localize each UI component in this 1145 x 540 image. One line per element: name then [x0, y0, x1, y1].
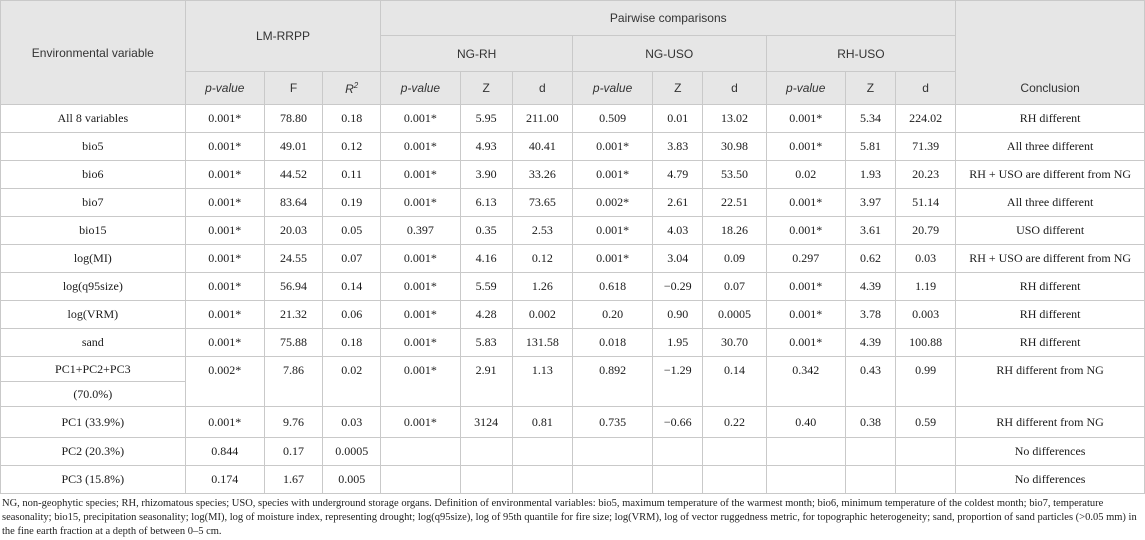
- p-value-cell: 0.001*: [381, 105, 460, 133]
- table-cell: [460, 466, 512, 494]
- header-d: d: [703, 72, 766, 105]
- table-cell: 2.53: [512, 217, 572, 245]
- conclusion-cell: RH different: [956, 301, 1145, 329]
- header-conclusion: Conclusion: [956, 72, 1145, 105]
- table-cell: 7.86: [264, 357, 322, 407]
- table-cell: 1.13: [512, 357, 572, 407]
- header-lm-rrpp: LM-RRPP: [185, 1, 381, 72]
- significance-star: *: [235, 167, 242, 181]
- table-footnote: NG, non-geophytic species; RH, rhizomatous species; USO, species with underground storage organs. Definition of environmental variables: bio5, maximum temperature of the warmest month; bio6, minimum temperature of the coldest month; bio7, temperature seasonality; bio15, precipitation seasonality; log(MI), log of moisture index, representing drought; log(q95size), log of 95th quantile for fire size; log(VRM), log of vector ruggedness metric, for topographic heterogeneity; sand, proportion of sand particles (>0.05 mm) in the fine earth fraction at a depth of between 0–5 cm.: [2, 498, 1137, 537]
- table-cell: [703, 466, 766, 494]
- p-value-cell: 0.001*: [185, 245, 264, 273]
- header-z: Z: [460, 72, 512, 105]
- p-value-cell: 0.001*: [766, 133, 845, 161]
- table-cell: [572, 466, 652, 494]
- variable-cell: bio15: [1, 217, 186, 245]
- table-cell: 4.79: [653, 161, 703, 189]
- table-row: [1, 133, 1145, 161]
- p-value-cell: 0.001*: [185, 407, 264, 438]
- table-cell: 4.39: [845, 329, 895, 357]
- significance-star: *: [235, 139, 242, 153]
- p-value-cell: 0.018: [572, 329, 652, 357]
- table-cell: 40.41: [512, 133, 572, 161]
- table-cell: 20.79: [896, 217, 956, 245]
- table-cell: 0.005: [323, 466, 381, 494]
- table-cell: −0.29: [653, 273, 703, 301]
- header-ng-uso: NG-USO: [572, 36, 766, 72]
- table-cell: 3.97: [845, 189, 895, 217]
- table-cell: 0.59: [896, 407, 956, 438]
- table-cell: 3.78: [845, 301, 895, 329]
- significance-star: *: [816, 111, 823, 125]
- header-d: d: [896, 72, 956, 105]
- table-cell: 0.17: [264, 438, 322, 466]
- table-cell: 0.11: [323, 161, 381, 189]
- p-value-cell: 0.001*: [185, 273, 264, 301]
- table-cell: [512, 438, 572, 466]
- table-row: [1, 357, 1145, 382]
- table-cell: 0.35: [460, 217, 512, 245]
- table-row: [1, 466, 1145, 494]
- p-value-cell: 0.20: [572, 301, 652, 329]
- significance-star: *: [816, 307, 823, 321]
- table-cell: [845, 466, 895, 494]
- table-row: [1, 301, 1145, 329]
- p-value-cell: 0.001*: [766, 105, 845, 133]
- significance-star: *: [430, 279, 437, 293]
- header-p-value: p-value: [381, 72, 460, 105]
- conclusion-cell: RH different: [956, 273, 1145, 301]
- conclusion-cell: All three different: [956, 133, 1145, 161]
- variable-cell: (70.0%): [1, 382, 186, 407]
- table-row: [1, 329, 1145, 357]
- significance-star: *: [235, 414, 242, 429]
- table-cell: −0.66: [653, 407, 703, 438]
- table-cell: 4.03: [653, 217, 703, 245]
- p-value-cell: 0.001*: [572, 133, 652, 161]
- table-cell: 5.59: [460, 273, 512, 301]
- variable-cell: bio5: [1, 133, 186, 161]
- table-row: [1, 245, 1145, 273]
- p-value-cell: 0.844: [185, 438, 264, 466]
- table-cell: 44.52: [264, 161, 322, 189]
- p-value-cell: 0.001*: [766, 189, 845, 217]
- table-cell: [766, 466, 845, 494]
- significance-star: *: [430, 363, 437, 377]
- table-cell: 9.76: [264, 407, 322, 438]
- table-cell: 211.00: [512, 105, 572, 133]
- table-cell: 2.61: [653, 189, 703, 217]
- table-cell: 0.99: [896, 357, 956, 407]
- table-cell: 0.0005: [703, 301, 766, 329]
- p-value-cell: 0.001*: [185, 329, 264, 357]
- p-value-cell: 0.001*: [766, 329, 845, 357]
- table-cell: [572, 438, 652, 466]
- header-r2: $R^2$: [323, 72, 381, 105]
- significance-star: *: [235, 111, 242, 125]
- table-cell: 30.98: [703, 133, 766, 161]
- significance-star: *: [816, 223, 823, 237]
- table-cell: 4.93: [460, 133, 512, 161]
- variable-cell: log(MI): [1, 245, 186, 273]
- header-env-variable: Environmental variable: [1, 1, 186, 105]
- table-cell: 0.14: [703, 357, 766, 407]
- table-cell: 1.67: [264, 466, 322, 494]
- table-cell: 4.39: [845, 273, 895, 301]
- significance-star: *: [430, 139, 437, 153]
- header-rh-uso: RH-USO: [766, 36, 956, 72]
- table-cell: 0.18: [323, 329, 381, 357]
- p-value-cell: 0.174: [185, 466, 264, 494]
- table-cell: 3.83: [653, 133, 703, 161]
- p-value-cell: 0.001*: [381, 301, 460, 329]
- significance-star: *: [235, 363, 242, 377]
- table-cell: 21.32: [264, 301, 322, 329]
- p-value-cell: 0.001*: [185, 161, 264, 189]
- header-z: Z: [653, 72, 703, 105]
- table-cell: [512, 466, 572, 494]
- table-cell: 0.003: [896, 301, 956, 329]
- table-cell: 0.0005: [323, 438, 381, 466]
- p-value-cell: 0.001*: [766, 301, 845, 329]
- table-cell: 0.12: [323, 133, 381, 161]
- header-z: Z: [845, 72, 895, 105]
- table-cell: [845, 438, 895, 466]
- p-value-cell: 0.001*: [185, 133, 264, 161]
- table-cell: 2.91: [460, 357, 512, 407]
- table-cell: 33.26: [512, 161, 572, 189]
- table-cell: 56.94: [264, 273, 322, 301]
- table-cell: 0.07: [323, 245, 381, 273]
- table-cell: 20.23: [896, 161, 956, 189]
- table-cell: 0.43: [845, 357, 895, 407]
- table-cell: 0.03: [323, 407, 381, 438]
- table-cell: 71.39: [896, 133, 956, 161]
- p-value-cell: 0.001*: [381, 245, 460, 273]
- table-cell: 4.16: [460, 245, 512, 273]
- table-cell: 51.14: [896, 189, 956, 217]
- significance-star: *: [235, 335, 242, 349]
- table-cell: 0.12: [512, 245, 572, 273]
- p-value-cell: 0.001*: [572, 217, 652, 245]
- table-cell: [653, 466, 703, 494]
- variable-cell: PC1 (33.9%): [1, 407, 186, 438]
- variable-cell: All 8 variables: [1, 105, 186, 133]
- p-value-cell: 0.001*: [381, 133, 460, 161]
- conclusion-cell: RH + USO are different from NG: [956, 161, 1145, 189]
- variable-cell: log(VRM): [1, 301, 186, 329]
- significance-star: *: [430, 307, 437, 321]
- table-cell: 0.90: [653, 301, 703, 329]
- significance-star: *: [430, 111, 437, 125]
- table-cell: −1.29: [653, 357, 703, 407]
- p-value-cell: 0.735: [572, 407, 652, 438]
- table-cell: [460, 438, 512, 466]
- table-cell: 0.62: [845, 245, 895, 273]
- table-cell: 5.95: [460, 105, 512, 133]
- variable-cell: bio6: [1, 161, 186, 189]
- p-value-cell: 0.001*: [381, 161, 460, 189]
- table-cell: 3.90: [460, 161, 512, 189]
- table-cell: 5.83: [460, 329, 512, 357]
- significance-star: *: [623, 223, 630, 237]
- table-cell: 0.81: [512, 407, 572, 438]
- table-cell: 4.28: [460, 301, 512, 329]
- header-p-value: p-value: [572, 72, 652, 105]
- p-value-cell: 0.001*: [381, 273, 460, 301]
- conclusion-cell: RH different: [956, 105, 1145, 133]
- significance-star: *: [816, 139, 823, 153]
- p-value-cell: 0.342: [766, 357, 845, 407]
- variable-cell: log(q95size): [1, 273, 186, 301]
- table-cell: 0.19: [323, 189, 381, 217]
- table-cell: 0.09: [703, 245, 766, 273]
- significance-star: *: [816, 195, 823, 209]
- table-cell: 53.50: [703, 161, 766, 189]
- table-row: [1, 161, 1145, 189]
- p-value-cell: 0.618: [572, 273, 652, 301]
- table-cell: 131.58: [512, 329, 572, 357]
- p-value-cell: 0.001*: [381, 329, 460, 357]
- table-cell: 0.14: [323, 273, 381, 301]
- significance-star: *: [816, 335, 823, 349]
- p-value-cell: 0.509: [572, 105, 652, 133]
- significance-star: *: [235, 251, 242, 265]
- table-cell: 0.07: [703, 273, 766, 301]
- p-value-cell: 0.297: [766, 245, 845, 273]
- header-blank: [956, 1, 1145, 72]
- table-row: [1, 105, 1145, 133]
- significance-star: *: [623, 167, 630, 181]
- p-value-cell: 0.001*: [381, 407, 460, 438]
- p-value-cell: 0.001*: [766, 217, 845, 245]
- p-value-cell: 0.40: [766, 407, 845, 438]
- significance-star: *: [235, 223, 242, 237]
- table-row: [1, 438, 1145, 466]
- table-cell: 0.02: [323, 357, 381, 407]
- p-value-cell: 0.001*: [381, 357, 460, 407]
- significance-star: *: [623, 195, 630, 209]
- table-cell: 0.03: [896, 245, 956, 273]
- conclusion-cell: RH different from NG: [956, 407, 1145, 438]
- table-cell: 0.38: [845, 407, 895, 438]
- significance-star: *: [623, 251, 630, 265]
- p-value-cell: 0.001*: [185, 105, 264, 133]
- p-value-cell: 0.001*: [381, 189, 460, 217]
- table-cell: 3.04: [653, 245, 703, 273]
- table-cell: 224.02: [896, 105, 956, 133]
- table-cell: 49.01: [264, 133, 322, 161]
- variable-cell: bio7: [1, 189, 186, 217]
- table-cell: [766, 438, 845, 466]
- table-cell: 0.01: [653, 105, 703, 133]
- significance-star: *: [816, 279, 823, 293]
- table-cell: 0.18: [323, 105, 381, 133]
- conclusion-cell: RH different: [956, 329, 1145, 357]
- table-cell: 0.22: [703, 407, 766, 438]
- p-value-cell: 0.001*: [185, 301, 264, 329]
- table-cell: [896, 438, 956, 466]
- significance-star: *: [430, 251, 437, 265]
- header-p-value: p-value: [766, 72, 845, 105]
- table-row: [1, 217, 1145, 245]
- header-p-value: p-value: [185, 72, 264, 105]
- table-cell: [703, 438, 766, 466]
- p-value-cell: 0.001*: [185, 217, 264, 245]
- variable-cell: sand: [1, 329, 186, 357]
- significance-star: *: [235, 307, 242, 321]
- significance-star: *: [430, 335, 437, 349]
- conclusion-cell: USO different: [956, 217, 1145, 245]
- table-cell: 100.88: [896, 329, 956, 357]
- p-value-cell: 0.001*: [572, 245, 652, 273]
- table-row: [1, 273, 1145, 301]
- table-cell: 0.06: [323, 301, 381, 329]
- p-value-cell: 0.001*: [572, 161, 652, 189]
- p-value-cell: 0.001*: [185, 189, 264, 217]
- table-cell: [381, 438, 460, 466]
- table-cell: [653, 438, 703, 466]
- p-value-cell: 0.002*: [572, 189, 652, 217]
- conclusion-cell: All three different: [956, 189, 1145, 217]
- table-cell: 20.03: [264, 217, 322, 245]
- variable-cell: PC2 (20.3%): [1, 438, 186, 466]
- table-cell: 22.51: [703, 189, 766, 217]
- table-cell: 5.81: [845, 133, 895, 161]
- table-cell: 5.34: [845, 105, 895, 133]
- p-value-cell: 0.892: [572, 357, 652, 407]
- table-cell: 3.61: [845, 217, 895, 245]
- table-cell: 1.93: [845, 161, 895, 189]
- table-cell: 6.13: [460, 189, 512, 217]
- variable-cell: PC3 (15.8%): [1, 466, 186, 494]
- conclusion-cell: No differences: [956, 466, 1145, 494]
- table-cell: [381, 466, 460, 494]
- p-value-cell: 0.002*: [185, 357, 264, 407]
- table-cell: 24.55: [264, 245, 322, 273]
- table-cell: 1.19: [896, 273, 956, 301]
- variable-cell: PC1+PC2+PC3: [1, 357, 186, 382]
- table-row: [1, 407, 1145, 438]
- table-cell: 75.88: [264, 329, 322, 357]
- table-cell: 78.80: [264, 105, 322, 133]
- significance-star: *: [235, 279, 242, 293]
- header-f: F: [264, 72, 322, 105]
- table-cell: 18.26: [703, 217, 766, 245]
- table-cell: 0.05: [323, 217, 381, 245]
- table-cell: 1.26: [512, 273, 572, 301]
- significance-star: *: [623, 139, 630, 153]
- header-ng-rh: NG-RH: [381, 36, 573, 72]
- significance-star: *: [430, 167, 437, 181]
- table-cell: 1.95: [653, 329, 703, 357]
- table-cell: 13.02: [703, 105, 766, 133]
- conclusion-cell: RH different from NG: [956, 357, 1145, 407]
- table-cell: 83.64: [264, 189, 322, 217]
- conclusion-cell: RH + USO are different from NG: [956, 245, 1145, 273]
- p-value-cell: 0.02: [766, 161, 845, 189]
- table-row: [1, 189, 1145, 217]
- table-body: [1, 105, 1145, 494]
- table-cell: 73.65: [512, 189, 572, 217]
- header-pairwise: Pairwise comparisons: [381, 1, 956, 36]
- table-cell: 30.70: [703, 329, 766, 357]
- table-cell: 3124: [460, 407, 512, 438]
- significance-star: *: [235, 195, 242, 209]
- table-cell: [896, 466, 956, 494]
- p-value-cell: 0.397: [381, 217, 460, 245]
- significance-star: *: [430, 195, 437, 209]
- significance-star: *: [430, 414, 437, 429]
- table-cell: 0.002: [512, 301, 572, 329]
- header-d: d: [512, 72, 572, 105]
- conclusion-cell: No differences: [956, 438, 1145, 466]
- p-value-cell: 0.001*: [766, 273, 845, 301]
